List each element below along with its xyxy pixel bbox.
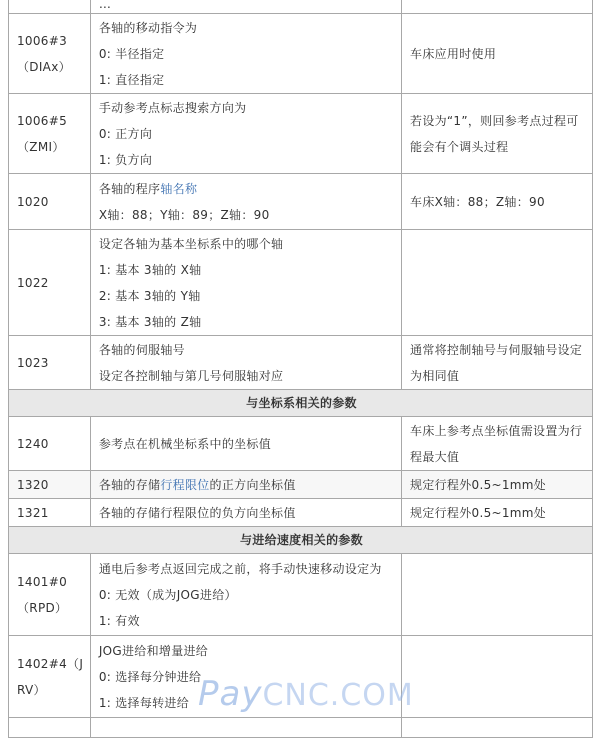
param-cell: 1022: [9, 230, 91, 336]
section-header-feed: [9, 527, 593, 554]
note-cell: 规定行程外0.5~1mm处: [402, 499, 593, 527]
param-cell: 1006#3（DIAx）: [9, 14, 91, 94]
parameter-table-container: [8, 0, 593, 738]
table-row: [9, 14, 593, 94]
table-row: [9, 718, 593, 738]
table-row: [9, 336, 593, 390]
desc-cell: 各轴的存储行程限位的负方向坐标值: [90, 499, 401, 527]
desc-cell: [90, 718, 401, 738]
param-cell: 1240: [9, 417, 91, 471]
desc-cell: 手动参考点标志搜索方向为 0: 正方向 1: 负方向: [90, 94, 401, 174]
param-cell: [9, 718, 91, 738]
section-header-coordinate: [9, 390, 593, 417]
note-cell: [402, 554, 593, 636]
table-row: [9, 417, 593, 471]
desc-cell: 各轴的程序轴名称 X轴：88；Y轴：89；Z轴：90: [90, 174, 401, 230]
table-row: [9, 471, 593, 499]
note-cell: 若设为“1”，则回参考点过程可能会有个调头过程: [402, 94, 593, 174]
desc-cell: 设定各轴为基本坐标系中的哪个轴 1: 基本 3轴的 X轴 2: 基本 3轴的 Y轴 3: 基本 3轴的 Z轴: [90, 230, 401, 336]
note-cell: 通常将控制轴号与伺服轴号设定为相同值: [402, 336, 593, 390]
table-row: [9, 174, 593, 230]
desc-cell: JOG进给和增量进给 0: 选择每分钟进给 1: 选择每转进给: [90, 636, 401, 718]
param-cell: [9, 0, 91, 14]
table-row: [9, 230, 593, 336]
top-fragment: …: [98, 0, 112, 8]
param-cell: 1023: [9, 336, 91, 390]
desc-cell: 各轴的伺服轴号 设定各控制轴与第几号伺服轴对应: [90, 336, 401, 390]
param-cell: 1006#5（ZMI）: [9, 94, 91, 174]
parameter-table: [8, 0, 593, 738]
axis-name-link[interactable]: 轴名称: [160, 181, 198, 196]
paycnc-watermark: PayCNC.COM: [198, 674, 414, 714]
desc-cell: 各轴的存储行程限位的正方向坐标值: [90, 471, 401, 499]
param-cell: 1320: [9, 471, 91, 499]
table-row: [9, 554, 593, 636]
table-row: [9, 499, 593, 527]
table-row: [9, 0, 593, 14]
travel-limit-link[interactable]: 行程限位: [160, 477, 210, 492]
desc-cell: 各轴的移动指令为 0: 半径指定 1: 直径指定: [90, 14, 401, 94]
desc-cell: 通电后参考点返回完成之前，将手动快速移动设定为 0: 无效（成为JOG进给） 1: 有效: [90, 554, 401, 636]
param-cell: 1401#0（RPD）: [9, 554, 91, 636]
note-cell: 规定行程外0.5~1mm处: [402, 471, 593, 499]
section-title: 与进给速度相关的参数: [9, 527, 593, 554]
param-cell: 1020: [9, 174, 91, 230]
param-cell: 1402#4（JRV）: [9, 636, 91, 718]
section-title: 与坐标系相关的参数: [9, 390, 593, 417]
param-cell: 1321: [9, 499, 91, 527]
note-cell: [402, 718, 593, 738]
note-cell: [402, 230, 593, 336]
table-row: [9, 94, 593, 174]
note-cell: 车床应用时使用: [402, 14, 593, 94]
desc-cell: [90, 0, 401, 14]
note-cell: 车床上参考点坐标值需设置为行程最大值: [402, 417, 593, 471]
note-cell: [402, 0, 593, 14]
note-cell: 车床X轴：88；Z轴：90: [402, 174, 593, 230]
desc-cell: 参考点在机械坐标系中的坐标值: [90, 417, 401, 471]
note-cell: [402, 636, 593, 718]
